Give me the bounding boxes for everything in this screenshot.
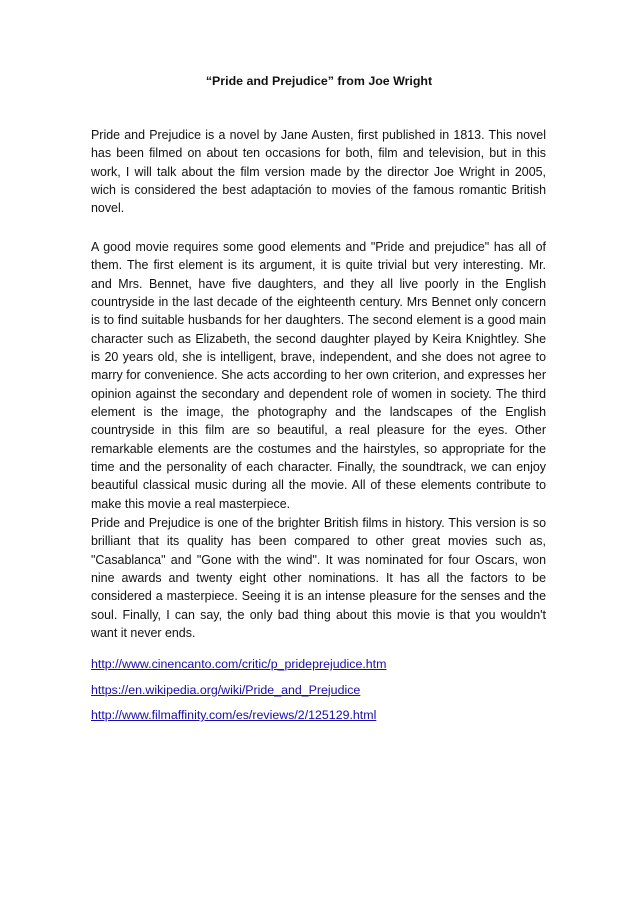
- document-title: “Pride and Prejudice” from Joe Wright: [205, 74, 433, 88]
- paragraph-conclusion: Pride and Prejudice is one of the brighter British films in history. This version is so brilliant that its quality has been compared to other great movies such as, "Casablanca" and "Gone with the wind". It was nominated for four Oscars, won nine awards and twenty eight other nominations. It has all the factors to be considered a masterpiece. Seeing it is an intense pleasure for the senses and the soul. Finally, I can say, the only bad thing about this movie is that you wouldn't want it never ends.: [91, 516, 546, 641]
- paragraph-elements: A good movie requires some good elements and "Pride and prejudice" has all of them. The first element is its argument, it is quite trivial but very interesting. Mr. and Mrs. Bennet, have five daughters, and they all live poorly in the English countryside in the last decade of the eighteenth century. Mrs Bennet only concern is to find suitable husbands for her daughters. The second element is a good main character such as Elizabeth, the second daughter played by Keira Knightley. She is 20 years old, she is intelligent, brave, independent, and she does not agree to marry for convenience. She acts according to her own criterion, and expresses her opinion against the secondary and dependent role of women in society. The third element is the image, the photography and the landscapes of the English countryside in this film are so beautiful, a real pleasure for the eyes. Other remarkable elements are the costumes and the hairstyles, so appropriate for the time and the personality of each character. Finally, the soundtrack, we can enjoy beautiful classical music during all the movie. All of these elements contribute to make this movie a real masterpiece.: [91, 240, 546, 511]
- link-cinencanto[interactable]: http://www.cinencanto.com/critic/p_prideprejudice.htm: [91, 657, 387, 671]
- paragraph-introduction: Pride and Prejudice is a novel by Jane Austen, first published in 1813. This novel has been filmed on about ten occasions for both, film and television, but in this work, I will talk about the film version made by the director Joe Wright in 2005, wich is considered the best adaptación to movies of the famous romantic British novel.: [91, 128, 546, 216]
- link-filmaffinity[interactable]: http://www.filmaffinity.com/es/reviews/2/125129.html: [91, 708, 377, 722]
- reference-links: [91, 655, 551, 732]
- link-wikipedia[interactable]: https://en.wikipedia.org/wiki/Pride_and_Prejudice: [91, 682, 361, 697]
